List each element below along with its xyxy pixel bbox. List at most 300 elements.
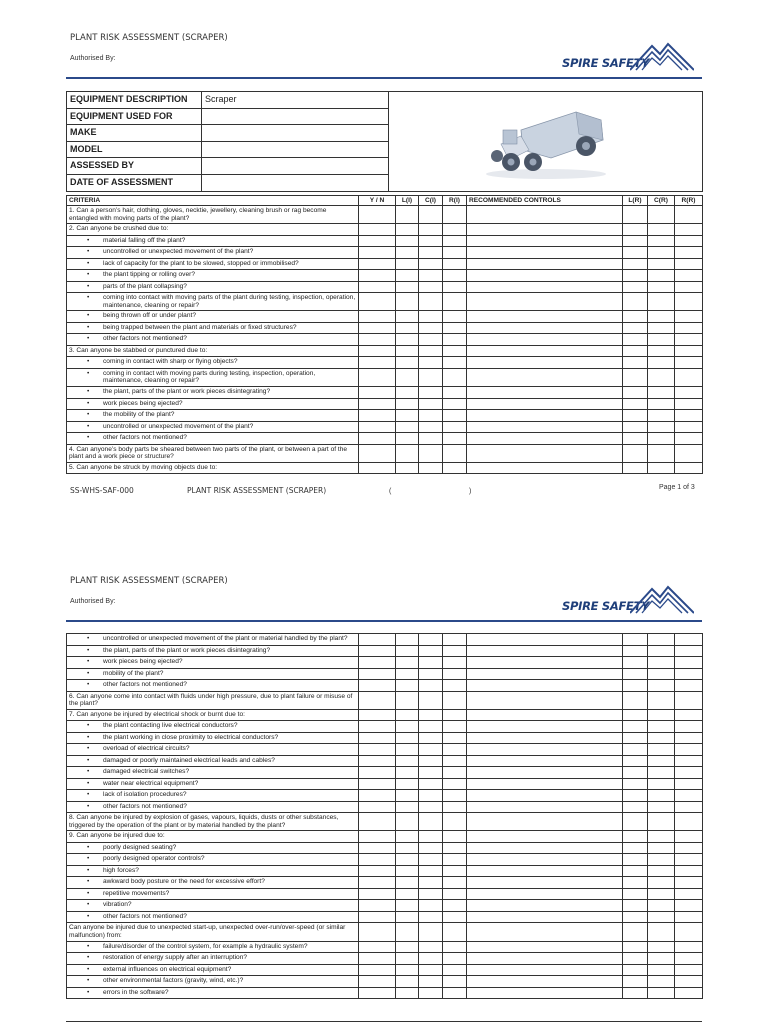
controls-cell[interactable]	[467, 235, 623, 247]
controls-cell[interactable]	[467, 657, 623, 669]
rr-cell[interactable]	[675, 744, 703, 756]
li-cell[interactable]	[396, 345, 419, 357]
li-cell[interactable]	[396, 744, 419, 756]
ci-cell[interactable]	[419, 976, 443, 988]
lr-cell[interactable]	[623, 645, 648, 657]
ci-cell[interactable]	[419, 691, 443, 709]
li-cell[interactable]	[396, 680, 419, 692]
li-cell[interactable]	[396, 357, 419, 369]
yn-cell[interactable]	[359, 709, 396, 721]
li-cell[interactable]	[396, 398, 419, 410]
rr-cell[interactable]	[675, 421, 703, 433]
ci-cell[interactable]	[419, 953, 443, 965]
controls-cell[interactable]	[467, 206, 623, 224]
rr-cell[interactable]	[675, 311, 703, 323]
controls-cell[interactable]	[467, 755, 623, 767]
cr-cell[interactable]	[648, 732, 675, 744]
ri-cell[interactable]	[443, 813, 467, 831]
cr-cell[interactable]	[648, 444, 675, 462]
lr-cell[interactable]	[623, 311, 648, 323]
controls-cell[interactable]	[467, 790, 623, 802]
li-cell[interactable]	[396, 433, 419, 445]
yn-cell[interactable]	[359, 322, 396, 334]
controls-cell[interactable]	[467, 668, 623, 680]
lr-cell[interactable]	[623, 634, 648, 646]
rr-cell[interactable]	[675, 888, 703, 900]
cr-cell[interactable]	[648, 976, 675, 988]
controls-cell[interactable]	[467, 322, 623, 334]
cr-cell[interactable]	[648, 322, 675, 334]
li-cell[interactable]	[396, 224, 419, 236]
yn-cell[interactable]	[359, 235, 396, 247]
rr-cell[interactable]	[675, 877, 703, 889]
yn-cell[interactable]	[359, 888, 396, 900]
rr-cell[interactable]	[675, 345, 703, 357]
controls-cell[interactable]	[467, 923, 623, 941]
yn-cell[interactable]	[359, 831, 396, 843]
yn-cell[interactable]	[359, 311, 396, 323]
yn-cell[interactable]	[359, 842, 396, 854]
ri-cell[interactable]	[443, 235, 467, 247]
li-cell[interactable]	[396, 634, 419, 646]
cr-cell[interactable]	[648, 987, 675, 999]
controls-cell[interactable]	[467, 368, 623, 386]
equipment-value[interactable]	[202, 108, 389, 125]
li-cell[interactable]	[396, 387, 419, 399]
cr-cell[interactable]	[648, 900, 675, 912]
ri-cell[interactable]	[443, 444, 467, 462]
yn-cell[interactable]	[359, 721, 396, 733]
yn-cell[interactable]	[359, 923, 396, 941]
lr-cell[interactable]	[623, 709, 648, 721]
li-cell[interactable]	[396, 668, 419, 680]
cr-cell[interactable]	[648, 813, 675, 831]
ci-cell[interactable]	[419, 410, 443, 422]
ci-cell[interactable]	[419, 334, 443, 346]
ci-cell[interactable]	[419, 281, 443, 293]
cr-cell[interactable]	[648, 357, 675, 369]
ri-cell[interactable]	[443, 964, 467, 976]
cr-cell[interactable]	[648, 744, 675, 756]
ri-cell[interactable]	[443, 691, 467, 709]
ci-cell[interactable]	[419, 247, 443, 259]
li-cell[interactable]	[396, 923, 419, 941]
li-cell[interactable]	[396, 732, 419, 744]
yn-cell[interactable]	[359, 357, 396, 369]
lr-cell[interactable]	[623, 322, 648, 334]
lr-cell[interactable]	[623, 206, 648, 224]
li-cell[interactable]	[396, 911, 419, 923]
ci-cell[interactable]	[419, 433, 443, 445]
rr-cell[interactable]	[675, 813, 703, 831]
lr-cell[interactable]	[623, 865, 648, 877]
yn-cell[interactable]	[359, 732, 396, 744]
yn-cell[interactable]	[359, 755, 396, 767]
cr-cell[interactable]	[648, 293, 675, 311]
li-cell[interactable]	[396, 964, 419, 976]
rr-cell[interactable]	[675, 206, 703, 224]
lr-cell[interactable]	[623, 444, 648, 462]
lr-cell[interactable]	[623, 657, 648, 669]
cr-cell[interactable]	[648, 842, 675, 854]
controls-cell[interactable]	[467, 767, 623, 779]
rr-cell[interactable]	[675, 433, 703, 445]
ri-cell[interactable]	[443, 790, 467, 802]
ci-cell[interactable]	[419, 235, 443, 247]
li-cell[interactable]	[396, 270, 419, 282]
ci-cell[interactable]	[419, 941, 443, 953]
ri-cell[interactable]	[443, 410, 467, 422]
lr-cell[interactable]	[623, 421, 648, 433]
li-cell[interactable]	[396, 790, 419, 802]
yn-cell[interactable]	[359, 368, 396, 386]
controls-cell[interactable]	[467, 987, 623, 999]
li-cell[interactable]	[396, 854, 419, 866]
yn-cell[interactable]	[359, 987, 396, 999]
yn-cell[interactable]	[359, 387, 396, 399]
li-cell[interactable]	[396, 877, 419, 889]
rr-cell[interactable]	[675, 865, 703, 877]
lr-cell[interactable]	[623, 462, 648, 474]
ri-cell[interactable]	[443, 680, 467, 692]
cr-cell[interactable]	[648, 755, 675, 767]
rr-cell[interactable]	[675, 732, 703, 744]
rr-cell[interactable]	[675, 224, 703, 236]
controls-cell[interactable]	[467, 831, 623, 843]
cr-cell[interactable]	[648, 953, 675, 965]
li-cell[interactable]	[396, 334, 419, 346]
cr-cell[interactable]	[648, 831, 675, 843]
controls-cell[interactable]	[467, 634, 623, 646]
lr-cell[interactable]	[623, 235, 648, 247]
cr-cell[interactable]	[648, 923, 675, 941]
ci-cell[interactable]	[419, 964, 443, 976]
lr-cell[interactable]	[623, 345, 648, 357]
rr-cell[interactable]	[675, 778, 703, 790]
equipment-value[interactable]	[202, 158, 389, 175]
rr-cell[interactable]	[675, 258, 703, 270]
li-cell[interactable]	[396, 953, 419, 965]
li-cell[interactable]	[396, 421, 419, 433]
lr-cell[interactable]	[623, 398, 648, 410]
lr-cell[interactable]	[623, 790, 648, 802]
lr-cell[interactable]	[623, 953, 648, 965]
yn-cell[interactable]	[359, 281, 396, 293]
cr-cell[interactable]	[648, 235, 675, 247]
ci-cell[interactable]	[419, 322, 443, 334]
cr-cell[interactable]	[648, 941, 675, 953]
yn-cell[interactable]	[359, 813, 396, 831]
rr-cell[interactable]	[675, 235, 703, 247]
rr-cell[interactable]	[675, 247, 703, 259]
controls-cell[interactable]	[467, 813, 623, 831]
lr-cell[interactable]	[623, 224, 648, 236]
controls-cell[interactable]	[467, 877, 623, 889]
rr-cell[interactable]	[675, 462, 703, 474]
ri-cell[interactable]	[443, 923, 467, 941]
ri-cell[interactable]	[443, 755, 467, 767]
cr-cell[interactable]	[648, 410, 675, 422]
lr-cell[interactable]	[623, 668, 648, 680]
rr-cell[interactable]	[675, 657, 703, 669]
ci-cell[interactable]	[419, 645, 443, 657]
controls-cell[interactable]	[467, 387, 623, 399]
ci-cell[interactable]	[419, 387, 443, 399]
lr-cell[interactable]	[623, 270, 648, 282]
lr-cell[interactable]	[623, 813, 648, 831]
rr-cell[interactable]	[675, 634, 703, 646]
ci-cell[interactable]	[419, 311, 443, 323]
ci-cell[interactable]	[419, 767, 443, 779]
li-cell[interactable]	[396, 462, 419, 474]
li-cell[interactable]	[396, 311, 419, 323]
controls-cell[interactable]	[467, 224, 623, 236]
cr-cell[interactable]	[648, 387, 675, 399]
controls-cell[interactable]	[467, 964, 623, 976]
ri-cell[interactable]	[443, 987, 467, 999]
cr-cell[interactable]	[648, 778, 675, 790]
li-cell[interactable]	[396, 293, 419, 311]
li-cell[interactable]	[396, 888, 419, 900]
ci-cell[interactable]	[419, 923, 443, 941]
li-cell[interactable]	[396, 865, 419, 877]
ri-cell[interactable]	[443, 865, 467, 877]
cr-cell[interactable]	[648, 767, 675, 779]
controls-cell[interactable]	[467, 953, 623, 965]
cr-cell[interactable]	[648, 634, 675, 646]
ci-cell[interactable]	[419, 206, 443, 224]
lr-cell[interactable]	[623, 831, 648, 843]
cr-cell[interactable]	[648, 657, 675, 669]
controls-cell[interactable]	[467, 462, 623, 474]
rr-cell[interactable]	[675, 941, 703, 953]
cr-cell[interactable]	[648, 645, 675, 657]
li-cell[interactable]	[396, 368, 419, 386]
ci-cell[interactable]	[419, 744, 443, 756]
li-cell[interactable]	[396, 235, 419, 247]
yn-cell[interactable]	[359, 911, 396, 923]
yn-cell[interactable]	[359, 744, 396, 756]
lr-cell[interactable]	[623, 842, 648, 854]
cr-cell[interactable]	[648, 258, 675, 270]
controls-cell[interactable]	[467, 398, 623, 410]
cr-cell[interactable]	[648, 865, 675, 877]
cr-cell[interactable]	[648, 398, 675, 410]
controls-cell[interactable]	[467, 801, 623, 813]
li-cell[interactable]	[396, 941, 419, 953]
controls-cell[interactable]	[467, 421, 623, 433]
yn-cell[interactable]	[359, 941, 396, 953]
yn-cell[interactable]	[359, 206, 396, 224]
rr-cell[interactable]	[675, 281, 703, 293]
yn-cell[interactable]	[359, 668, 396, 680]
lr-cell[interactable]	[623, 293, 648, 311]
li-cell[interactable]	[396, 657, 419, 669]
yn-cell[interactable]	[359, 953, 396, 965]
cr-cell[interactable]	[648, 911, 675, 923]
rr-cell[interactable]	[675, 444, 703, 462]
ri-cell[interactable]	[443, 732, 467, 744]
li-cell[interactable]	[396, 801, 419, 813]
rr-cell[interactable]	[675, 668, 703, 680]
ci-cell[interactable]	[419, 293, 443, 311]
cr-cell[interactable]	[648, 721, 675, 733]
lr-cell[interactable]	[623, 767, 648, 779]
yn-cell[interactable]	[359, 224, 396, 236]
ci-cell[interactable]	[419, 801, 443, 813]
ci-cell[interactable]	[419, 224, 443, 236]
controls-cell[interactable]	[467, 691, 623, 709]
yn-cell[interactable]	[359, 433, 396, 445]
ci-cell[interactable]	[419, 680, 443, 692]
cr-cell[interactable]	[648, 877, 675, 889]
ri-cell[interactable]	[443, 433, 467, 445]
cr-cell[interactable]	[648, 281, 675, 293]
rr-cell[interactable]	[675, 387, 703, 399]
rr-cell[interactable]	[675, 801, 703, 813]
controls-cell[interactable]	[467, 709, 623, 721]
ri-cell[interactable]	[443, 911, 467, 923]
lr-cell[interactable]	[623, 732, 648, 744]
lr-cell[interactable]	[623, 900, 648, 912]
controls-cell[interactable]	[467, 410, 623, 422]
yn-cell[interactable]	[359, 767, 396, 779]
ci-cell[interactable]	[419, 877, 443, 889]
lr-cell[interactable]	[623, 911, 648, 923]
li-cell[interactable]	[396, 721, 419, 733]
rr-cell[interactable]	[675, 976, 703, 988]
yn-cell[interactable]	[359, 790, 396, 802]
cr-cell[interactable]	[648, 964, 675, 976]
rr-cell[interactable]	[675, 645, 703, 657]
ri-cell[interactable]	[443, 247, 467, 259]
controls-cell[interactable]	[467, 357, 623, 369]
ri-cell[interactable]	[443, 398, 467, 410]
li-cell[interactable]	[396, 900, 419, 912]
cr-cell[interactable]	[648, 668, 675, 680]
ci-cell[interactable]	[419, 258, 443, 270]
lr-cell[interactable]	[623, 258, 648, 270]
yn-cell[interactable]	[359, 645, 396, 657]
cr-cell[interactable]	[648, 270, 675, 282]
ci-cell[interactable]	[419, 444, 443, 462]
equipment-value[interactable]	[202, 125, 389, 142]
cr-cell[interactable]	[648, 680, 675, 692]
yn-cell[interactable]	[359, 634, 396, 646]
lr-cell[interactable]	[623, 387, 648, 399]
cr-cell[interactable]	[648, 709, 675, 721]
ci-cell[interactable]	[419, 357, 443, 369]
rr-cell[interactable]	[675, 357, 703, 369]
ri-cell[interactable]	[443, 322, 467, 334]
ci-cell[interactable]	[419, 987, 443, 999]
rr-cell[interactable]	[675, 334, 703, 346]
yn-cell[interactable]	[359, 270, 396, 282]
lr-cell[interactable]	[623, 691, 648, 709]
ri-cell[interactable]	[443, 634, 467, 646]
ci-cell[interactable]	[419, 813, 443, 831]
lr-cell[interactable]	[623, 877, 648, 889]
ri-cell[interactable]	[443, 334, 467, 346]
cr-cell[interactable]	[648, 311, 675, 323]
li-cell[interactable]	[396, 410, 419, 422]
ri-cell[interactable]	[443, 345, 467, 357]
cr-cell[interactable]	[648, 224, 675, 236]
ci-cell[interactable]	[419, 900, 443, 912]
yn-cell[interactable]	[359, 398, 396, 410]
rr-cell[interactable]	[675, 854, 703, 866]
ri-cell[interactable]	[443, 801, 467, 813]
controls-cell[interactable]	[467, 680, 623, 692]
li-cell[interactable]	[396, 444, 419, 462]
controls-cell[interactable]	[467, 345, 623, 357]
ri-cell[interactable]	[443, 357, 467, 369]
yn-cell[interactable]	[359, 421, 396, 433]
controls-cell[interactable]	[467, 732, 623, 744]
cr-cell[interactable]	[648, 801, 675, 813]
yn-cell[interactable]	[359, 345, 396, 357]
ci-cell[interactable]	[419, 842, 443, 854]
ri-cell[interactable]	[443, 224, 467, 236]
ri-cell[interactable]	[443, 462, 467, 474]
yn-cell[interactable]	[359, 293, 396, 311]
lr-cell[interactable]	[623, 976, 648, 988]
rr-cell[interactable]	[675, 680, 703, 692]
rr-cell[interactable]	[675, 270, 703, 282]
lr-cell[interactable]	[623, 334, 648, 346]
controls-cell[interactable]	[467, 842, 623, 854]
cr-cell[interactable]	[648, 334, 675, 346]
lr-cell[interactable]	[623, 680, 648, 692]
ci-cell[interactable]	[419, 398, 443, 410]
li-cell[interactable]	[396, 755, 419, 767]
li-cell[interactable]	[396, 645, 419, 657]
ri-cell[interactable]	[443, 258, 467, 270]
rr-cell[interactable]	[675, 953, 703, 965]
lr-cell[interactable]	[623, 744, 648, 756]
li-cell[interactable]	[396, 258, 419, 270]
ri-cell[interactable]	[443, 744, 467, 756]
controls-cell[interactable]	[467, 744, 623, 756]
lr-cell[interactable]	[623, 247, 648, 259]
ci-cell[interactable]	[419, 668, 443, 680]
rr-cell[interactable]	[675, 987, 703, 999]
controls-cell[interactable]	[467, 900, 623, 912]
ri-cell[interactable]	[443, 709, 467, 721]
controls-cell[interactable]	[467, 911, 623, 923]
cr-cell[interactable]	[648, 888, 675, 900]
ci-cell[interactable]	[419, 854, 443, 866]
controls-cell[interactable]	[467, 281, 623, 293]
equipment-value[interactable]: Scraper	[202, 92, 389, 109]
lr-cell[interactable]	[623, 357, 648, 369]
lr-cell[interactable]	[623, 854, 648, 866]
rr-cell[interactable]	[675, 410, 703, 422]
equipment-value[interactable]	[202, 174, 389, 191]
rr-cell[interactable]	[675, 709, 703, 721]
ri-cell[interactable]	[443, 778, 467, 790]
yn-cell[interactable]	[359, 976, 396, 988]
li-cell[interactable]	[396, 987, 419, 999]
ri-cell[interactable]	[443, 941, 467, 953]
cr-cell[interactable]	[648, 247, 675, 259]
yn-cell[interactable]	[359, 462, 396, 474]
yn-cell[interactable]	[359, 691, 396, 709]
controls-cell[interactable]	[467, 258, 623, 270]
ri-cell[interactable]	[443, 421, 467, 433]
ci-cell[interactable]	[419, 462, 443, 474]
cr-cell[interactable]	[648, 206, 675, 224]
